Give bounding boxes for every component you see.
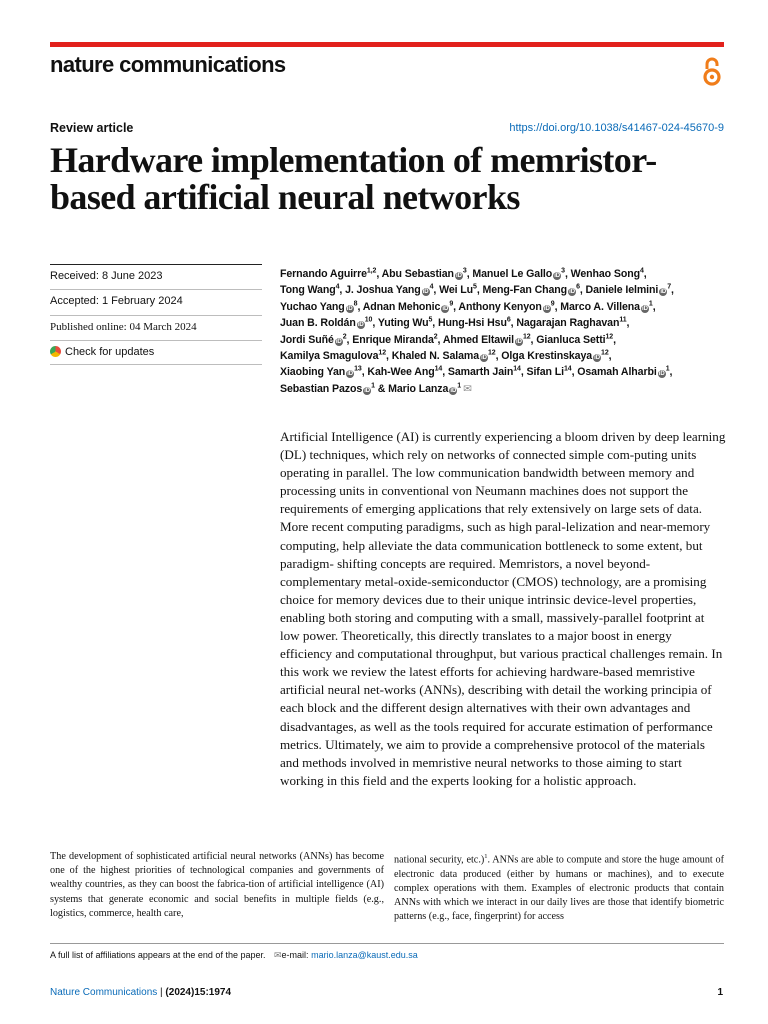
author-line: Kamilya Smagulova$^{12}$, Khaled N. Salama $iD^{12}$, Olga Krestinskaya $iD^{12}$,	[280, 349, 612, 363]
affiliation-ref: 9	[550, 300, 555, 308]
email-link[interactable]: mario.lanza@kaust.edu.sa	[311, 950, 418, 960]
received-date: Received: 8 June 2023	[50, 270, 163, 282]
body-column-2	[394, 850, 724, 924]
affiliation-ref: 12	[488, 349, 496, 357]
author[interactable]	[438, 317, 511, 329]
body-text: national security, etc.)	[394, 854, 485, 866]
envelope-icon[interactable]: ✉	[463, 382, 472, 395]
author-name: Tong Wang	[280, 284, 336, 297]
author-name: Hung-Hsi Hsu	[437, 317, 507, 330]
author[interactable]	[352, 334, 437, 346]
author-name: Adnan Mehonic	[362, 300, 441, 313]
author-name: J. Joshua Yang	[345, 284, 421, 297]
author-name: Fernando Aguirre	[280, 268, 367, 280]
author-name: Anthony Kenyon	[458, 300, 542, 313]
author-name: Jordi Suñé	[280, 333, 334, 346]
affiliation-ref: 4	[335, 283, 340, 291]
author[interactable]	[280, 366, 362, 378]
orcid-icon[interactable]: iD	[660, 289, 667, 296]
affiliation-ref: 4	[639, 267, 644, 275]
author-name: Samarth Jain	[447, 366, 514, 379]
author[interactable]	[280, 301, 357, 313]
author-name: Daniele Ielmini	[585, 284, 659, 297]
author-name: Mario Lanza	[388, 382, 449, 395]
author[interactable]	[501, 350, 608, 362]
author[interactable]	[458, 301, 554, 313]
orcid-icon[interactable]: iD	[335, 338, 342, 345]
author[interactable]	[571, 268, 644, 280]
author[interactable]	[577, 366, 669, 378]
affiliation-ref: 10	[364, 316, 373, 324]
author-line: Tong Wang$^4$, J. Joshua Yang $iD^4$, Wei Lu$^5$, Meng-Fan Chang $iD^6$, Daniele Ielmini $iD^7$,	[280, 283, 674, 297]
check-for-updates-icon	[50, 346, 61, 357]
author-line: Juan B. Roldán $iD^{10}$, Yuting Wu$^5$, Hung-Hsi Hsu$^6$, Nagarajan Raghavan$^{11}$,	[280, 316, 630, 330]
author[interactable]	[367, 366, 442, 378]
affiliation-ref: 13	[354, 365, 362, 373]
author[interactable]	[388, 383, 472, 395]
author-name: Yuting Wu	[377, 317, 429, 330]
orcid-icon[interactable]: iD	[357, 322, 364, 329]
author-line: Fernando Aguirre$^{1,2}$, Abu Sebastian $iD^3$, Manuel Le Gallo $iD^3$, Wenhao Song$^4$,	[280, 267, 647, 280]
author[interactable]	[536, 334, 613, 346]
affiliation-ref: 2	[342, 333, 347, 341]
affiliation-ref: 5	[428, 316, 433, 324]
body-column-1: The development of sophisticated artificial neural networks (ANNs) has become one of the highest priorities of technological companies and governments of wealthy countries, as they can boost the fabrica-tion of artificial intelligence (AI) systems that generate economic and social benefits in multiple fields (e.g., logistics, commerce, health care,	[50, 851, 384, 919]
affiliation-ref: 12	[605, 333, 614, 341]
author-name: Osamah Alharbi	[577, 366, 657, 379]
email-label: e-mail:	[281, 950, 309, 960]
author[interactable]	[280, 383, 375, 395]
meta-divider	[50, 315, 262, 316]
author[interactable]	[280, 350, 386, 362]
orcid-icon[interactable]: iD	[364, 387, 371, 394]
author[interactable]	[439, 284, 477, 296]
open-access-icon[interactable]	[699, 55, 725, 87]
affiliations-note: A full list of affiliations appears at the end of the paper.	[50, 950, 266, 960]
author[interactable]	[392, 350, 496, 362]
affiliation-ref: 1,2	[366, 267, 377, 275]
author[interactable]	[280, 317, 372, 329]
header-accent-bar	[50, 42, 724, 47]
author[interactable]	[382, 268, 467, 280]
author-line: Sebastian Pazos $iD^1$ & Mario Lanza $iD^1$ ✉	[280, 382, 472, 395]
affiliation-ref: 6	[576, 283, 580, 291]
author-name: Olga Krestinskaya	[501, 350, 593, 363]
affiliation-ref: 1	[665, 365, 670, 373]
orcid-icon[interactable]: iD	[543, 305, 550, 312]
orcid-icon[interactable]: iD	[456, 273, 462, 279]
orcid-icon[interactable]: iD	[658, 371, 665, 378]
orcid-icon[interactable]: iD	[554, 273, 561, 279]
author-name: Juan B. Roldán	[280, 317, 356, 330]
author-name: Enrique Miranda	[352, 333, 434, 346]
doi-link[interactable]: https://doi.org/10.1038/s41467-024-45670-9	[509, 122, 724, 134]
meta-divider	[50, 364, 262, 365]
author[interactable]	[443, 334, 531, 346]
author-name: Marco A. Villena	[560, 300, 640, 313]
orcid-icon[interactable]: iD	[442, 305, 449, 312]
affiliation-ref: 1	[648, 300, 653, 308]
author[interactable]	[378, 317, 432, 329]
orcid-icon[interactable]: iD	[346, 305, 353, 312]
footnote-rule	[50, 943, 724, 944]
journal-name: nature communications	[50, 52, 286, 77]
footer-issue: (2024)15:1974	[165, 987, 232, 998]
article-title: Hardware implementation of memristor-based artificial neural networks	[50, 140, 657, 217]
affiliation-ref: 8	[353, 300, 358, 308]
orcid-icon[interactable]: iD	[594, 355, 600, 362]
author-name: Kah-Wee Ang	[367, 366, 435, 379]
meta-divider	[50, 289, 262, 290]
published-date: Published online: 04 March 2024	[50, 321, 197, 333]
affiliation-ref: 1	[371, 382, 375, 390]
affiliation-ref: 14	[563, 365, 572, 373]
check-for-updates-button[interactable]	[50, 346, 262, 358]
affiliation-ref: 6	[506, 316, 511, 324]
affiliation-ref: 14	[434, 365, 443, 373]
author-name: Xiaobing Yan	[280, 366, 346, 379]
author-name: Gianluca Setti	[536, 333, 606, 346]
author-line: Jordi Suñé $iD^2$, Enrique Miranda$^2$, Ahmed Eltawil $iD^{12}$, Gianluca Setti$^{12}$,	[280, 333, 616, 346]
author[interactable]	[280, 284, 339, 296]
author[interactable]	[280, 334, 347, 346]
author[interactable]	[586, 284, 671, 296]
affiliation-ref: 11	[619, 316, 627, 324]
affiliation-ref: 3	[561, 267, 565, 275]
envelope-icon: ✉	[274, 950, 282, 960]
orcid-icon[interactable]: iD	[642, 305, 648, 312]
author[interactable]	[472, 268, 565, 280]
body-text: . ANNs are able to compute and store the huge amount of electronic data produced (either by humans or machines), and to execute complex operations with them. Examples of electronic products that contain ANNs with which we interact in our daily lives are those that identify biometric patterns (e.g., face, fingerprint) for access	[394, 854, 724, 923]
citation-ref[interactable]: 1	[484, 853, 488, 860]
author-line: Yuchao Yang $iD^8$, Adnan Mehonic $iD^9$, Anthony Kenyon $iD^9$, Marco A. Villena $iD^1$,	[280, 300, 656, 313]
affiliation-ref: 12	[522, 333, 531, 341]
footnote	[50, 950, 418, 961]
author[interactable]	[345, 284, 433, 296]
author[interactable]	[516, 317, 626, 329]
affiliation-ref: 3	[462, 267, 467, 275]
author-line: Xiaobing Yan $iD^{13}$, Kah-Wee Ang$^{14}$, Samarth Jain$^{14}$, Sifan Li$^{14}$, Osamah Alharbi $iD^1$,	[280, 365, 673, 379]
check-for-updates-label: Check for updates	[65, 346, 155, 358]
author-name: Abu Sebastian	[381, 268, 454, 280]
author-name: Nagarajan Raghavan	[516, 317, 620, 330]
author-name: Meng-Fan Chang	[482, 284, 568, 297]
orcid-icon[interactable]: iD	[516, 338, 522, 345]
author-name: Wenhao Song	[570, 268, 640, 280]
orcid-icon[interactable]: iD	[569, 289, 575, 296]
author-name: Sebastian Pazos	[280, 382, 363, 395]
author-name: Kamilya Smagulova	[280, 350, 379, 363]
author-name: Manuel Le Gallo	[472, 268, 553, 280]
abstract: Artificial Intelligence (AI) is currently experiencing a bloom driven by deep learning (DL) techniques, which rely on networks of connected simple com-puting units operating in parallel. The low communication bandwidth between memory and processing units in conventional von Neumann machines does not support the requirements of emerging applications that rely extensively on large sets of data. More recent computing paradigms, such as high paral-lelization and near-memory computing, help alleviate the data communication bottleneck to some extent, but paradigm- shifting concepts are required. Memristors, a novel beyond-complementary metal-oxide-semiconductor (CMOS) technology, are a promising choice for memory devices due to their unique intrinsic device-level properties, enabling both storing and computing with a small, massively-parallel footprint at low power. Theoretically, this directly translates to a major boost in energy efficiency and computational throughput, but various practical challenges remain. In this work we review the latest efforts for achieving hardware-based memristive artificial neural net-works (ANNs), describing with detail the working principia of each block and the different design alternatives with their own advantages and disadvantages, as well as the tools required for accurate estimation of performance metrics. Ultimately, we aim to provide a comprehensive protocol of the materials and methods involved in memristive neural networks to those aiming to start working in this field and the experts looking for a holistic approach.	[280, 429, 726, 788]
author-name: Yuchao Yang	[280, 300, 345, 313]
author-list	[280, 266, 730, 397]
author[interactable]	[280, 268, 376, 280]
orcid-icon[interactable]: iD	[450, 387, 457, 394]
affiliation-ref: 2	[433, 333, 438, 341]
author[interactable]	[448, 366, 521, 378]
article-type: Review article	[50, 121, 134, 135]
orcid-icon[interactable]: iD	[422, 289, 429, 296]
affiliation-ref: 12	[601, 349, 609, 357]
author-name: Khaled N. Salama	[391, 350, 479, 363]
author-name: Wei Lu	[439, 284, 474, 297]
affiliation-ref: 1	[457, 382, 462, 390]
affiliation-ref: 4	[429, 283, 434, 291]
footer-journal[interactable]: Nature Communications	[50, 987, 158, 998]
orcid-icon[interactable]: iD	[347, 371, 354, 378]
author-name: Sifan Li	[526, 366, 564, 379]
orcid-icon[interactable]: iD	[481, 355, 487, 362]
page-number: 1	[717, 987, 723, 998]
meta-divider	[50, 340, 262, 341]
author-name: Ahmed Eltawil	[442, 333, 514, 346]
footer-citation: Nature Communications | (2024)15:1974	[50, 987, 232, 998]
affiliation-ref: 12	[378, 349, 386, 357]
accepted-date: Accepted: 1 February 2024	[50, 295, 183, 307]
author[interactable]	[527, 366, 572, 378]
author[interactable]	[483, 284, 580, 296]
affiliation-ref: 14	[513, 365, 521, 373]
author[interactable]	[560, 301, 652, 313]
affiliation-ref: 9	[449, 300, 454, 308]
affiliation-ref: 5	[473, 283, 477, 291]
affiliation-ref: 7	[667, 283, 672, 291]
author[interactable]	[363, 301, 453, 313]
meta-top-rule	[50, 264, 262, 265]
